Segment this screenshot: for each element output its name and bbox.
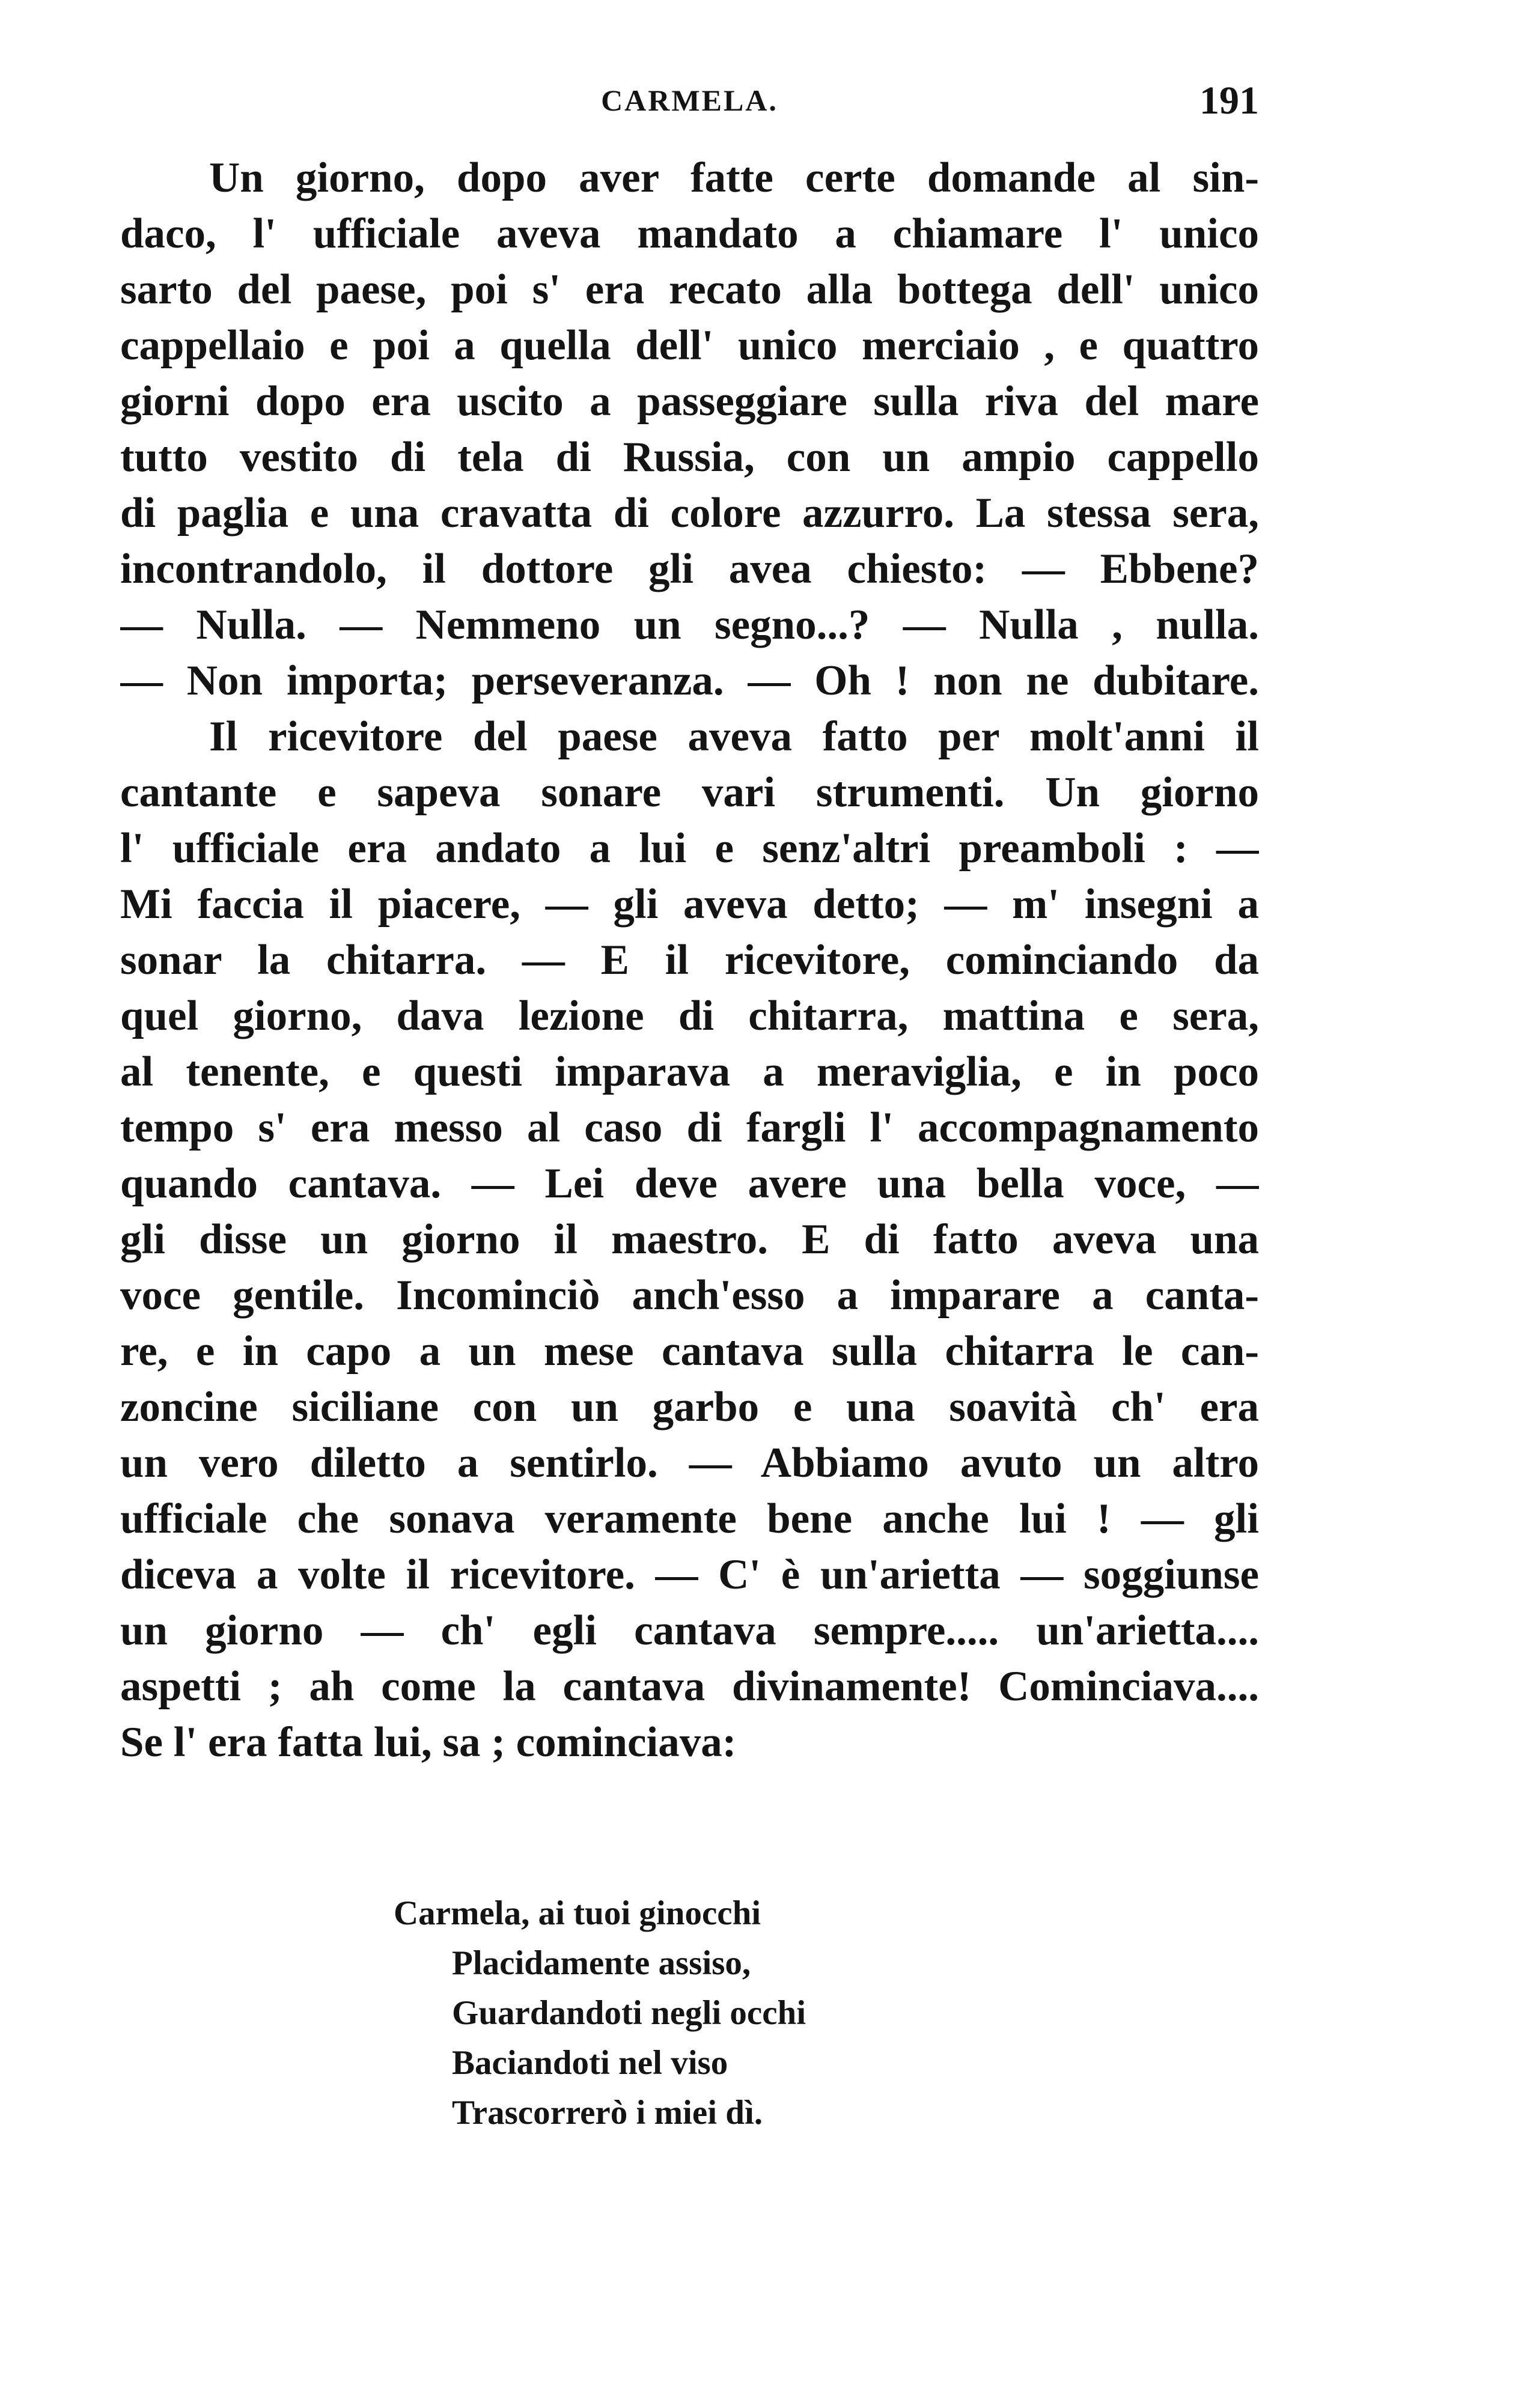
text-line: l' ufficiale era andato a lui e senz'altri preamboli : — bbox=[120, 825, 1259, 872]
verse-block bbox=[394, 1888, 1115, 2138]
text-line: voce gentile. Incominciò anch'esso a imparare a canta- bbox=[120, 1272, 1259, 1319]
text-line: quel giorno, dava lezione di chitarra, mattina e sera, bbox=[120, 993, 1259, 1039]
text-line: al tenente, e questi imparava a meraviglia, e in poco bbox=[120, 1048, 1259, 1095]
verse-line: Placidamente assiso, bbox=[452, 1944, 751, 1982]
text-line: diceva a volte il ricevitore. — C' è un'arietta — soggiunse bbox=[120, 1551, 1259, 1598]
text-line: giorni dopo era uscito a passeggiare sulla riva del mare bbox=[120, 378, 1259, 425]
text-line: un giorno — ch' egli cantava sempre..... un'arietta.... bbox=[120, 1607, 1259, 1654]
text-line: Mi faccia il piacere, — gli aveva detto; — m' insegni a bbox=[120, 881, 1259, 928]
text-line: Un giorno, dopo aver fatte certe domande al sin- bbox=[209, 154, 1259, 201]
text-line: Se l' era fatta lui, sa ; cominciava: bbox=[120, 1719, 737, 1766]
text-line: cantante e sapeva sonare vari strumenti. Un giorno bbox=[120, 769, 1259, 816]
text-line: ufficiale che sonava veramente bene anche lui ! — gli bbox=[120, 1495, 1259, 1542]
text-line: — Non importa; perseveranza. — Oh ! non ne dubitare. bbox=[120, 657, 1259, 704]
verse-line: Guardandoti negli occhi bbox=[452, 1994, 806, 2032]
text-line: zoncine siciliane con un garbo e una soavità ch' era bbox=[120, 1384, 1259, 1431]
running-title: CARMELA. bbox=[601, 84, 778, 117]
text-line: Il ricevitore del paese aveva fatto per molt'anni il bbox=[209, 713, 1259, 760]
text-line: di paglia e una cravatta di colore azzurro. La stessa sera, bbox=[120, 490, 1259, 537]
body-text bbox=[120, 150, 1259, 1771]
text-line: cappellaio e poi a quella dell' unico merciaio , e quattro bbox=[120, 322, 1259, 369]
text-line: re, e in capo a un mese cantava sulla chitarra le can- bbox=[120, 1328, 1259, 1375]
verse-line: Trascorrerò i miei dì. bbox=[452, 2094, 763, 2132]
page-number: 191 bbox=[1199, 79, 1259, 123]
text-line: — Nulla. — Nemmeno un segno...? — Nulla , nulla. bbox=[120, 601, 1259, 648]
text-line: tempo s' era messo al caso di fargli l' accompagnamento bbox=[120, 1104, 1259, 1151]
text-line: aspetti ; ah come la cantava divinamente! Cominciava.... bbox=[120, 1663, 1259, 1710]
verse-line: Carmela, ai tuoi ginocchi bbox=[394, 1894, 761, 1932]
text-line: un vero diletto a sentirlo. — Abbiamo avuto un altro bbox=[120, 1440, 1259, 1486]
text-line: quando cantava. — Lei deve avere una bella voce, — bbox=[120, 1160, 1259, 1207]
text-line: tutto vestito di tela di Russia, con un ampio cappello bbox=[120, 434, 1259, 481]
text-line: sonar la chitarra. — E il ricevitore, cominciando da bbox=[120, 937, 1259, 984]
running-head bbox=[120, 78, 1259, 132]
text-line: sarto del paese, poi s' era recato alla bottega dell' unico bbox=[120, 266, 1259, 313]
text-line: daco, l' ufficiale aveva mandato a chiamare l' unico bbox=[120, 210, 1259, 257]
text-line: gli disse un giorno il maestro. E di fatto aveva una bbox=[120, 1216, 1259, 1263]
text-line: incontrandolo, il dottore gli avea chiesto: — Ebbene? bbox=[120, 546, 1259, 592]
verse-line: Baciandoti nel viso bbox=[452, 2044, 728, 2082]
